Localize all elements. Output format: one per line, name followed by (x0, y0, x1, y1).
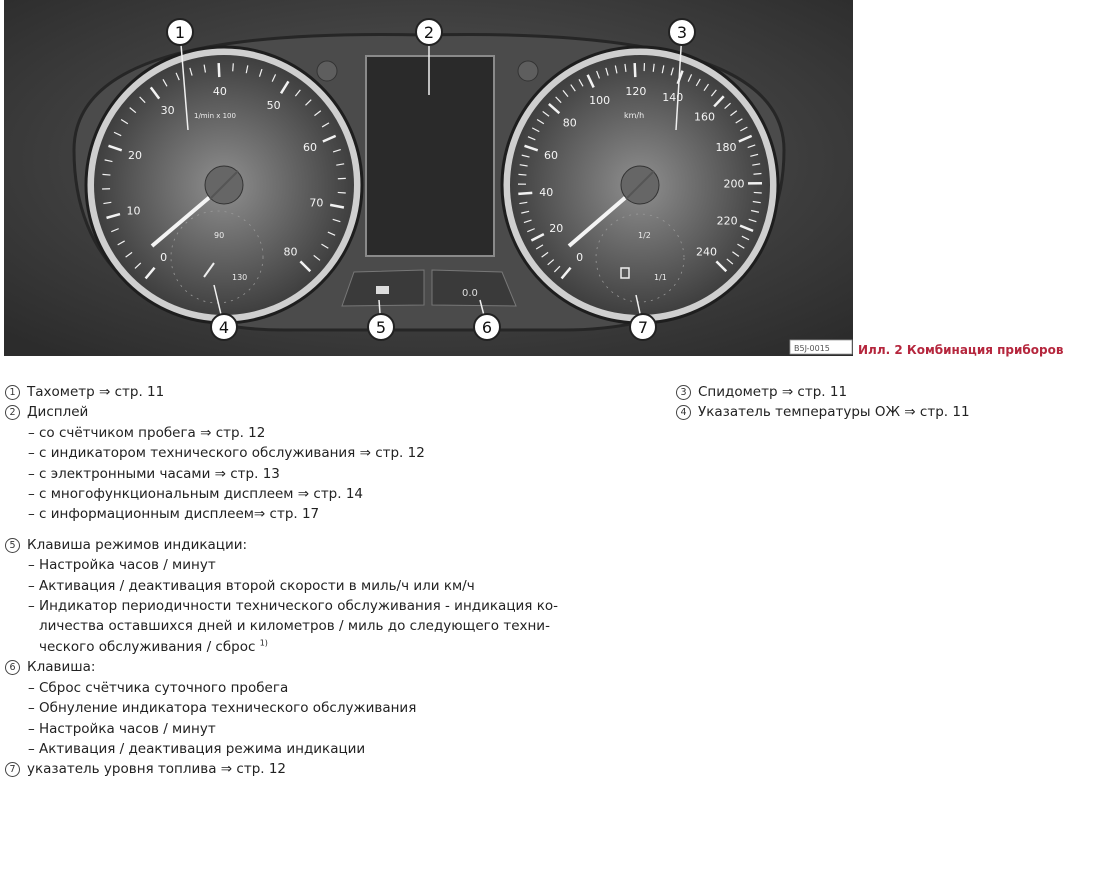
callout-marker-number: 2 (423, 23, 435, 42)
speedo-tick-label: 100 (589, 94, 611, 108)
temp-label-130: 130 (232, 273, 248, 282)
speedo-tick-label: 0 (576, 251, 584, 265)
legend-text: Указатель температуры ОЖ ⇒ стр. 11 (698, 404, 970, 421)
speedo-tick-label: 160 (694, 110, 716, 124)
speedo-tick-label: 240 (695, 245, 717, 259)
callout-marker-number: 5 (375, 318, 387, 337)
legend-text: Клавиша режимов индикации: (27, 536, 248, 553)
speedo-tick-label: 40 (539, 185, 554, 199)
tacho-tick-label: 60 (303, 141, 318, 155)
legend-subitem-continuation: личества оставшихся дней и километров / миль до следующего техни- (39, 618, 550, 635)
speedo-unit-label: km/h (624, 111, 645, 120)
callout-number: 7 (5, 762, 20, 777)
tacho-tick-label: 0 (160, 251, 168, 265)
tacho-tick-label: 20 (127, 148, 142, 162)
legend-subitem: – с индикатором технического обслуживания ⇒ стр. 12 (28, 445, 425, 462)
reset-button-icon: 0.0 (462, 288, 478, 299)
tacho-tick-label: 50 (266, 99, 281, 113)
callout-marker-number: 1 (174, 23, 186, 42)
instrument-cluster-figure (4, 0, 853, 356)
legend-right-column (676, 382, 1096, 423)
image-code: B5J-0015 (794, 344, 830, 353)
callout-marker-number: 7 (637, 318, 649, 337)
callout-number: 1 (5, 385, 20, 400)
legend-subitem: – Настройка часов / минут (28, 557, 216, 574)
callout-number: 5 (5, 538, 20, 553)
center-display (366, 56, 494, 256)
tacho-tick-label: 30 (160, 103, 175, 117)
legend-subitem: – Сброс счётчика суточного пробега (28, 679, 289, 696)
legend-subitem: – Обнуление индикатора технического обслуживания (28, 700, 417, 717)
callout-number: 6 (5, 660, 20, 675)
callout-number: 4 (676, 405, 691, 420)
legend-subitem: – Настройка часов / минут (28, 720, 216, 737)
callout-marker-number: 4 (218, 318, 230, 337)
warning-lamp (518, 61, 538, 81)
legend-text: Дисплей (27, 404, 89, 421)
tacho-tick-label: 40 (212, 85, 227, 99)
speedo-tick-label: 200 (723, 177, 745, 191)
figure-caption: Илл. 2 Комбинация приборов (858, 343, 1064, 357)
footnote-marker: 1) (259, 638, 268, 648)
tacho-tick-label: 10 (126, 204, 141, 218)
legend-subitem-multiline: – Индикатор периодичности технического обслуживания - индикация ко- (28, 598, 558, 615)
temp-label-90: 90 (214, 231, 225, 240)
fuel-label-full: 1/1 (654, 273, 667, 282)
fuel-label-half: 1/2 (638, 231, 651, 240)
callout-number: 2 (5, 405, 20, 420)
callout-number: 3 (676, 385, 691, 400)
legend-left-column (5, 382, 685, 780)
legend-subitem: – со счётчиком пробега ⇒ стр. 12 (28, 424, 266, 441)
legend-subitem: – Активация / деактивация второй скорости в миль/ч или км/ч (28, 577, 475, 594)
legend-item-2 (5, 402, 685, 422)
legend-text: Тахометр ⇒ стр. 11 (27, 384, 165, 400)
legend-text: указатель уровня топлива ⇒ стр. 12 (27, 761, 287, 778)
legend-subitem-continuation: ческого обслуживания / сброс $^{1)}$ (39, 638, 268, 655)
warning-lamp (317, 61, 337, 81)
legend-subitem: – с многофункциональным дисплеем ⇒ стр. 14 (28, 486, 364, 503)
speedo-tick-label: 20 (549, 221, 564, 235)
callout-marker-number: 3 (676, 23, 688, 42)
legend-item-3 (676, 382, 1096, 402)
speedo-tick-label: 220 (716, 214, 738, 228)
legend-item-1 (5, 382, 685, 402)
tacho-unit-label: 1/min x 100 (194, 112, 236, 120)
legend-item-7 (5, 759, 685, 779)
speedo-tick-label: 140 (662, 90, 684, 104)
mode-button-icon (376, 286, 389, 294)
legend-subitem: – с электронными часами ⇒ стр. 13 (28, 465, 280, 482)
speedo-tick-label: 80 (562, 116, 577, 130)
legend-subitem: – с информационным дисплеем⇒ стр. 17 (28, 506, 320, 523)
legend-text: Спидометр ⇒ стр. 11 (698, 384, 848, 400)
legend-subitem: – Активация / деактивация режима индикации (28, 740, 366, 757)
callout-marker-number: 6 (481, 318, 493, 337)
legend-item-4 (676, 402, 1096, 422)
tacho-tick-label: 80 (283, 245, 298, 259)
speedo-tick-label: 180 (715, 141, 737, 155)
legend-text: Клавиша: (27, 659, 96, 676)
legend-item-5 (5, 535, 685, 555)
speedo-tick-label: 60 (543, 148, 558, 162)
legend-item-6 (5, 657, 685, 677)
speedo-tick-label: 120 (625, 85, 647, 99)
tacho-tick-label: 70 (309, 196, 324, 210)
